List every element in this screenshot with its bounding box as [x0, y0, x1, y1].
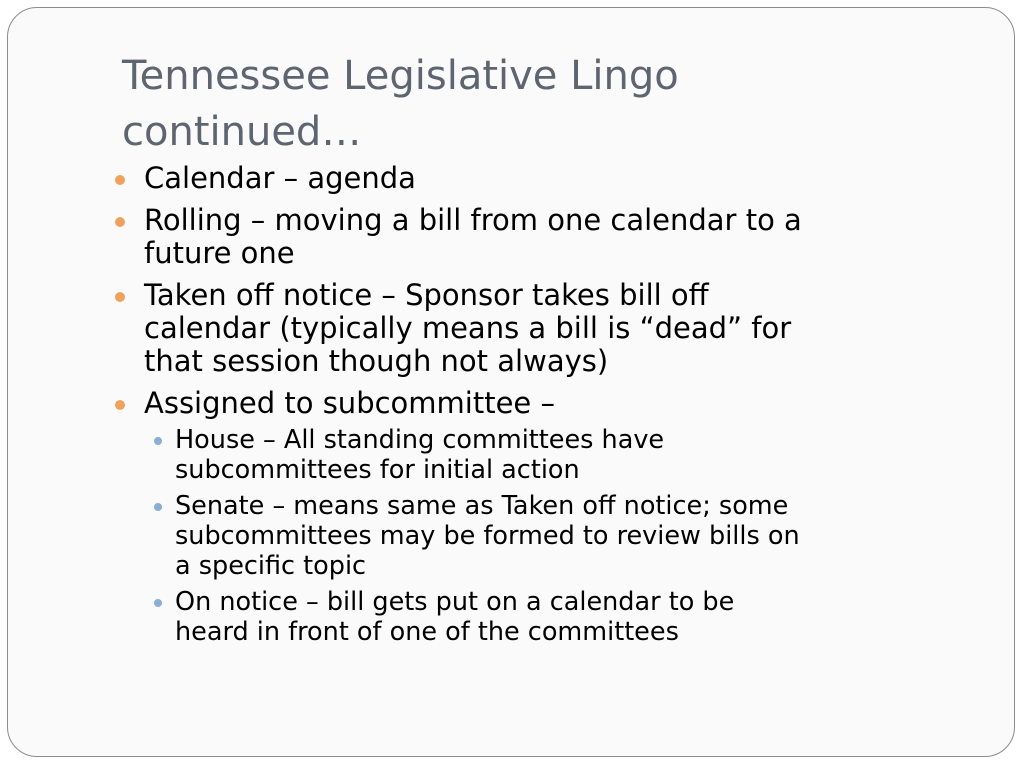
sub-bullet-text: a specific topic — [175, 551, 367, 581]
slide-title — [122, 48, 962, 160]
bullet-dot-icon — [115, 292, 125, 302]
sub-bullet-item-house — [175, 425, 964, 485]
bullet-text: Calendar – agenda — [144, 161, 416, 195]
sub-bullet-item-on-notice — [175, 587, 964, 647]
bullet-dot-icon — [115, 400, 125, 410]
bullet-item-calendar — [144, 162, 964, 195]
sub-bullet-text: subcommittees for initial action — [175, 455, 580, 485]
sub-bullet-list — [144, 425, 964, 647]
title-line-2: continued… — [122, 109, 362, 155]
bullet-text: future one — [144, 236, 295, 270]
sub-bullet-text: House – All standing committees have — [175, 425, 665, 455]
bullet-dot-icon — [115, 175, 125, 185]
bullet-item-taken-off-notice — [144, 279, 964, 378]
bullet-dot-icon — [115, 217, 125, 227]
bullet-text: Assigned to subcommittee – — [144, 386, 555, 420]
bullet-text: Taken off notice – Sponsor takes bill off — [144, 278, 709, 312]
bullet-text: that session though not always) — [144, 344, 609, 378]
sub-bullet-dot-icon — [154, 503, 162, 511]
sub-bullet-item-senate — [175, 491, 964, 581]
bullet-item-assigned-to-subcommittee — [144, 387, 964, 420]
sub-bullet-dot-icon — [154, 599, 162, 607]
sub-bullet-text: subcommittees may be formed to review bills on — [175, 521, 800, 551]
sub-bullet-text: heard in front of one of the committees — [175, 617, 679, 647]
slide-body — [144, 162, 964, 653]
bullet-text: Rolling – moving a bill from one calendar to a — [144, 203, 802, 237]
sub-bullet-text: Senate – means same as Taken off notice; some — [175, 491, 789, 521]
bullet-text: calendar (typically means a bill is “dead” for — [144, 311, 792, 345]
sub-bullet-text: On notice – bill gets put on a calendar to be — [175, 587, 735, 617]
title-line-1: Tennessee Legislative Lingo — [122, 53, 679, 99]
sub-bullet-dot-icon — [154, 437, 162, 445]
bullet-item-rolling — [144, 204, 964, 270]
